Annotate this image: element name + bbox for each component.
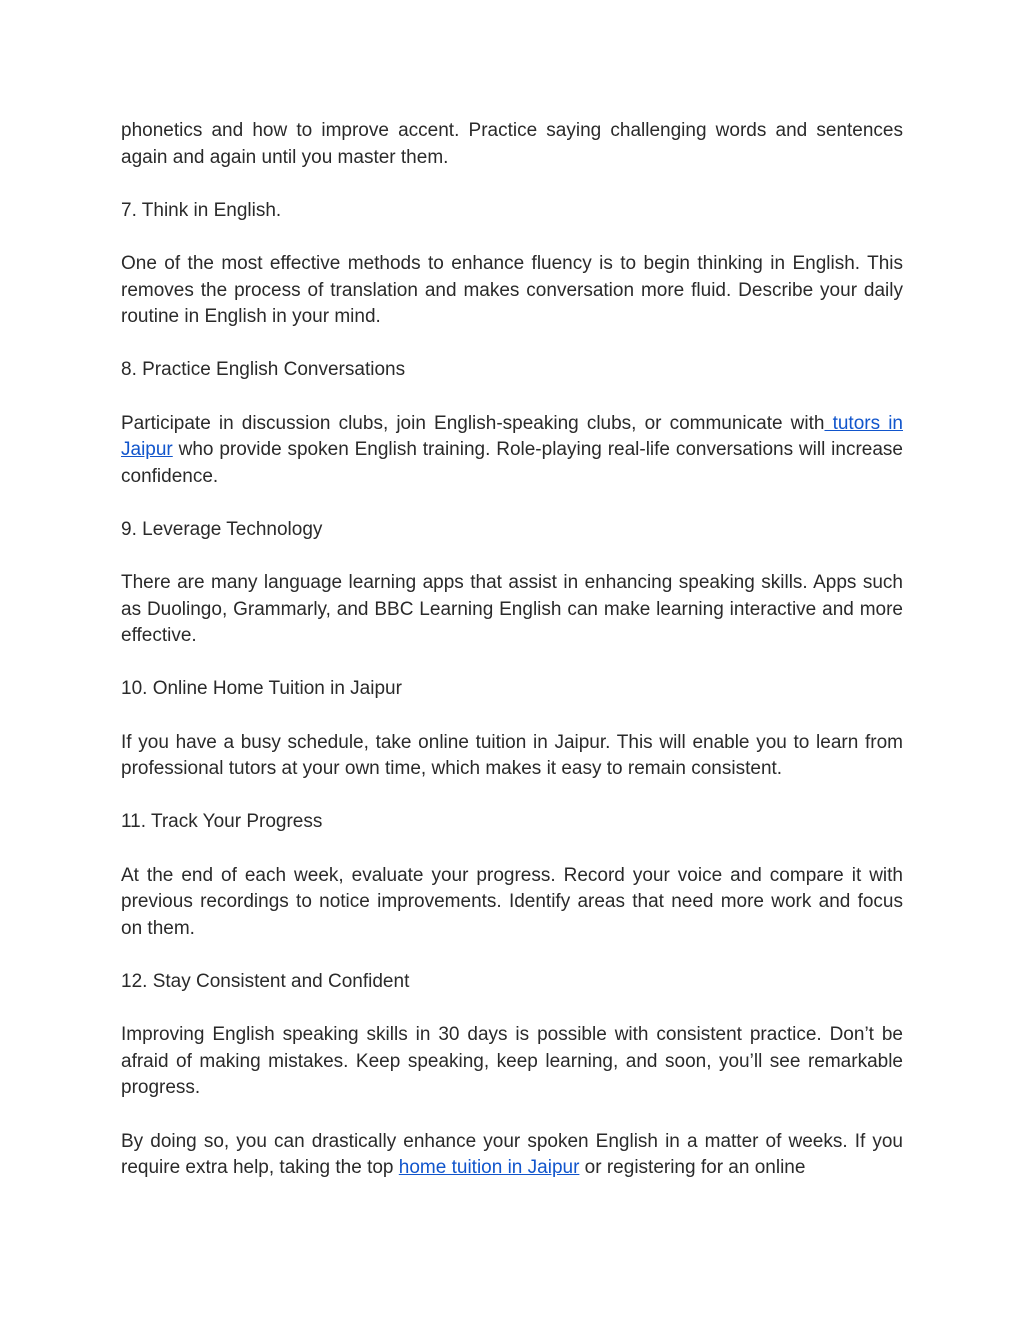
closing-text: By doing so, you can drastically enhance your spoken English in a matter of weeks. If you require extra help, taking the top [121,1130,903,1179]
section-8-heading: 8. Practice English Conversations [121,359,406,381]
section-10-heading: 10. Online Home Tuition in Jaipur [121,678,402,700]
section-7-heading: 7. Think in English. [121,199,282,221]
section-12-heading: 12. Stay Consistent and Confident [121,971,410,992]
section-8-body-text: Participate in discussion clubs, join English-speaking clubs, or communicate with [121,412,825,434]
section-8-body-text-end: who provide spoken English training. Role-playing real-life conversations will increase confidence. [121,439,903,487]
intro-paragraph: phonetics and how to improve accent. Practice saying challenging words and sentences again and again until you master them. [121,120,903,168]
home-tuition-in-jaipur-link[interactable]: home tuition in Jaipur [398,1157,580,1179]
section-9-body: There are many language learning apps that assist in enhancing speaking skills. Apps such as Duolingo, Grammarly, and BBC Learning English can make learning interactive and more effective. [121,572,903,647]
section-11-body: At the end of each week, evaluate your progress. Record your voice and compare it with previous recordings to notice improvements. Identify areas that need more work and focus on them. [121,864,903,939]
section-11-heading: 11. Track Your Progress [121,811,323,833]
closing-paragraph [121,1129,903,1182]
section-10-body: If you have a busy schedule, take online tuition in Jaipur. This will enable you to learn from professional tutors at your own time, which makes it easy to remain consistent. [121,731,903,780]
closing-text-end: or registering for an online [579,1157,806,1179]
section-12-body: Improving English speaking skills in 30 days is possible with consistent practice. Don’t be afraid of making mistakes. Keep speaking, keep learning, and soon, you’ll see remarkable progress. [121,1024,903,1099]
section-9-heading: 9. Leverage Technology [121,518,323,540]
section-8-body [121,411,903,491]
tutors-in-jaipur-link[interactable]: tutors in Jaipur [121,412,903,461]
document-page [121,118,903,1208]
section-7-body: One of the most effective methods to enhance fluency is to begin thinking in English. This removes the process of translation and makes conversation more fluid. Describe your daily routine in English in your mind. [121,252,903,328]
